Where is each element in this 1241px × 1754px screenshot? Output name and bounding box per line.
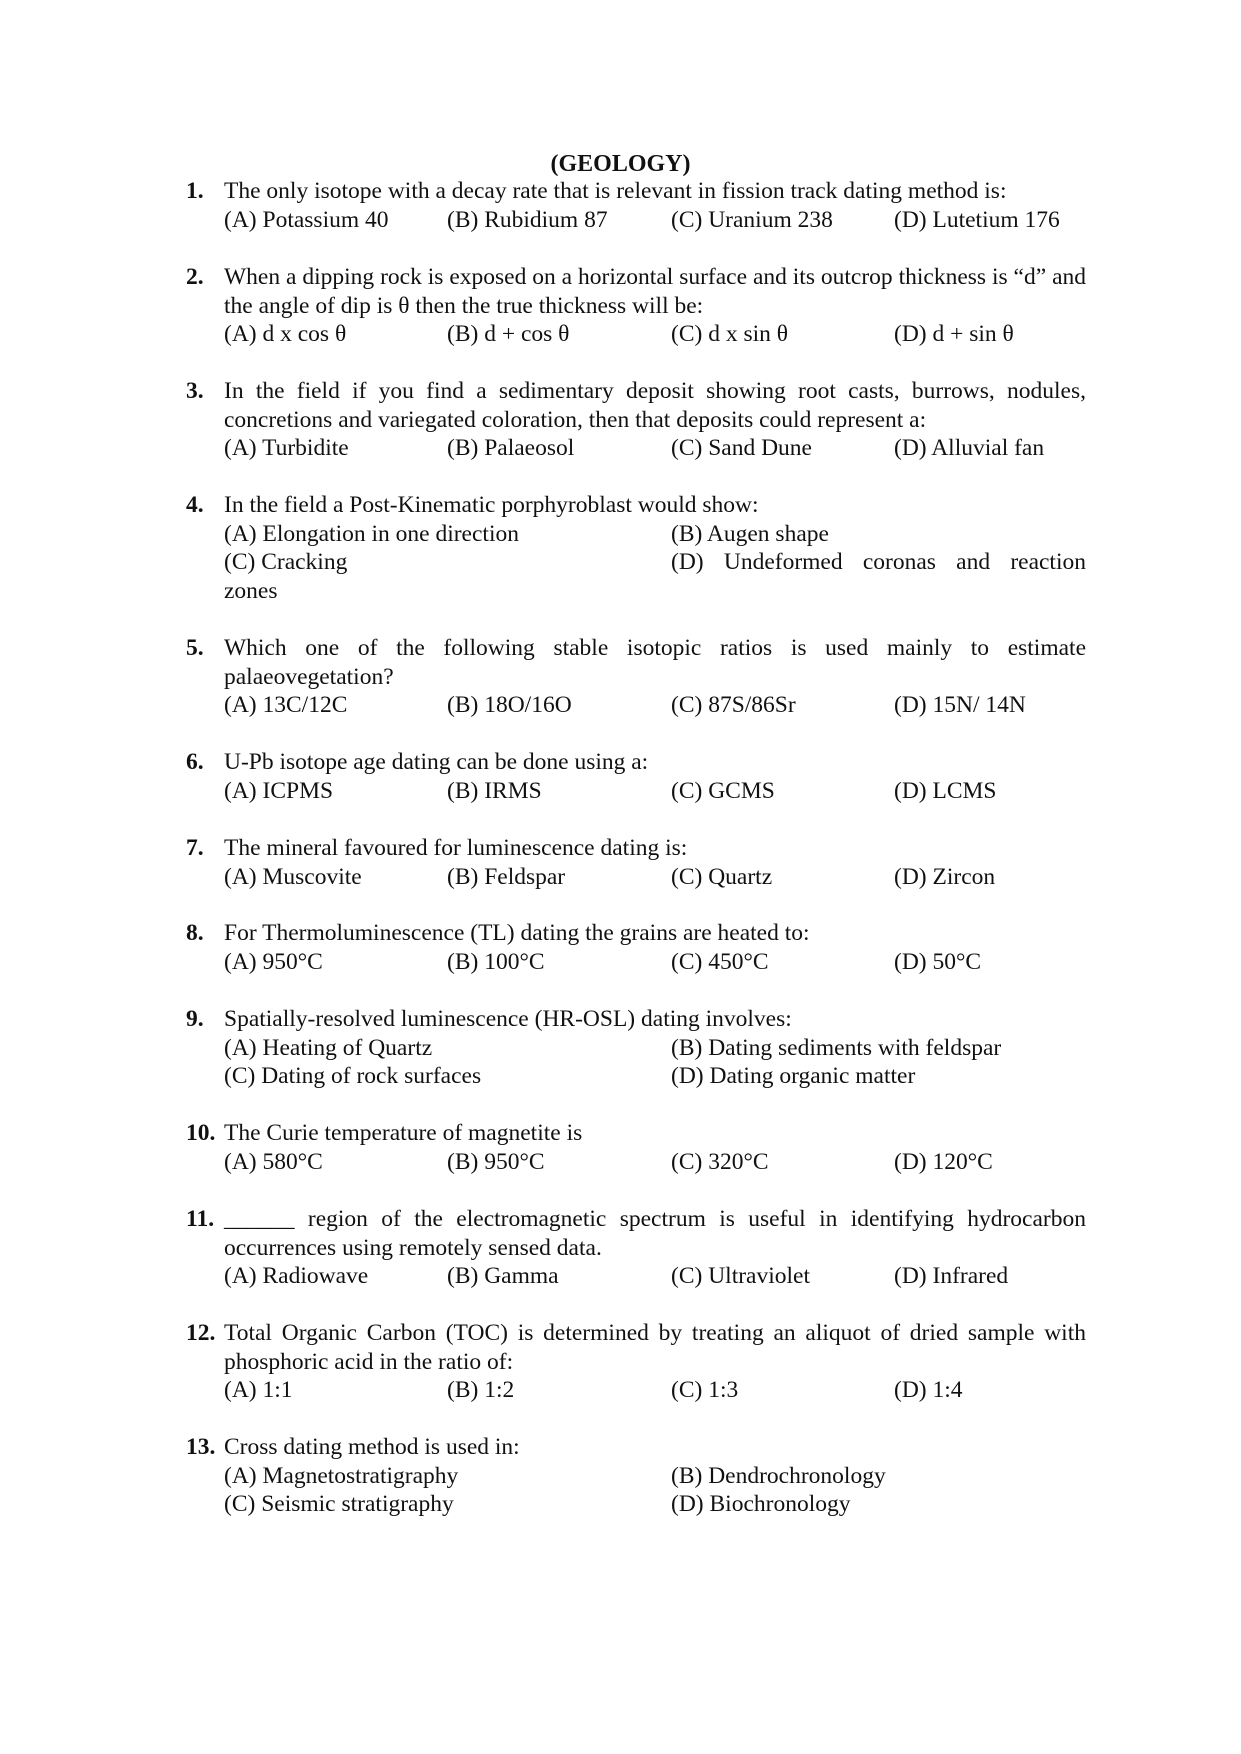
question-3: [186, 377, 1086, 463]
options-row: [224, 777, 1086, 806]
question-number: 4.: [186, 492, 204, 518]
option-c: (C) 87S/86Sr: [671, 692, 796, 718]
option-c: (C) Ultraviolet: [671, 1263, 811, 1289]
option-d: (D) LCMS: [894, 777, 997, 804]
option-b: (B) IRMS: [447, 777, 542, 804]
question-stem: The mineral favoured for luminescence dating is:: [224, 835, 688, 861]
option-b: (B) Dendrochronology: [671, 1462, 886, 1489]
option-a: (A) Magnetostratigraphy: [224, 1462, 459, 1489]
question-stem: Which one of the following stable isotopic ratios is used mainly to estimate palaeovegetation?: [224, 635, 1086, 690]
option-a: (A) ICPMS: [224, 777, 334, 804]
option-d: (D) Zircon: [894, 863, 996, 890]
options-row: [224, 1034, 1086, 1063]
question-stem: U-Pb isotope age dating can be done using a:: [224, 749, 649, 775]
question-stem: In the field if you find a sedimentary deposit showing root casts, burrows, nodules, concretions and variegated coloration, then that deposits could represent a:: [224, 378, 1086, 433]
question-9: [186, 1005, 1086, 1091]
option-b: (B) Rubidium 87: [447, 206, 608, 233]
question-12: [186, 1319, 1086, 1405]
question-5: [186, 634, 1086, 720]
question-stem: The Curie temperature of magnetite is: [224, 1120, 583, 1146]
question-number: 11.: [186, 1206, 215, 1232]
question-stem: For Thermoluminescence (TL) dating the grains are heated to:: [224, 920, 810, 946]
question-8: [186, 919, 1086, 976]
option-b: (B) 100°C: [447, 948, 545, 975]
question-stem: The only isotope with a decay rate that is relevant in fission track dating method is:: [224, 178, 1007, 204]
options-row: [224, 1376, 1086, 1405]
option-c: (C) Sand Dune: [671, 435, 812, 461]
question-7: [186, 834, 1086, 891]
option-a: (A) 950°C: [224, 948, 323, 975]
question-stem: Spatially-resolved luminescence (HR-OSL) dating involves:: [224, 1006, 792, 1032]
options-row: [224, 1148, 1086, 1177]
option-c: (C) 320°C: [671, 1148, 769, 1175]
options-row: [224, 320, 1086, 349]
option-a: (A) Turbidite: [224, 435, 349, 461]
options-row: [224, 1262, 1086, 1291]
question-stem: Cross dating method is used in:: [224, 1434, 520, 1460]
question-13: [186, 1433, 1086, 1519]
option-b: (B) d + cos θ: [447, 321, 570, 347]
options-row: [224, 206, 1086, 235]
option-c: (C) Dating of rock surfaces: [224, 1063, 482, 1089]
options-row: [224, 691, 1086, 720]
option-a: (A) Radiowave: [224, 1263, 369, 1289]
option-b: (B) Gamma: [447, 1263, 559, 1289]
option-d: (D) d + sin θ: [894, 321, 1014, 347]
option-d: (D) 1:4: [894, 1377, 963, 1403]
option-a: (A) 1:1: [224, 1377, 293, 1403]
question-1: [186, 177, 1086, 234]
option-d: (D) Infrared: [894, 1263, 1009, 1289]
option-d: (D) Biochronology: [671, 1491, 851, 1517]
option-d: (D) Dating organic matter: [671, 1063, 916, 1089]
question-number: 7.: [186, 835, 204, 861]
option-b: (B) 18O/16O: [447, 692, 572, 718]
options-row: [224, 577, 1086, 606]
question-number: 6.: [186, 749, 204, 775]
option-a: (A) 580°C: [224, 1148, 323, 1175]
option-a: (A) Muscovite: [224, 863, 362, 890]
question-number: 12.: [186, 1320, 216, 1346]
question-number: 1.: [186, 178, 204, 204]
option-c: (C) Uranium 238: [671, 206, 833, 233]
question-number: 9.: [186, 1006, 204, 1032]
question-number: 3.: [186, 378, 204, 404]
option-d-continuation: zones: [224, 577, 278, 604]
question-stem: ______ region of the electromagnetic spectrum is useful in identifying hydrocarbon occurrences using remotely sensed data.: [224, 1206, 1086, 1261]
option-a: (A) Heating of Quartz: [224, 1034, 433, 1061]
options-row: [224, 1490, 1086, 1519]
option-a: (A) Elongation in one direction: [224, 520, 519, 547]
option-d: (D) 120°C: [894, 1148, 993, 1175]
option-a: (A) Potassium 40: [224, 206, 389, 233]
question-6: [186, 748, 1086, 805]
options-row: [224, 863, 1086, 892]
options-row: [224, 548, 1086, 577]
option-b: (B) Feldspar: [447, 863, 566, 890]
question-stem: When a dipping rock is exposed on a horizontal surface and its outcrop thickness is “d” and the angle of dip is θ then the true thickness will be:: [224, 264, 1086, 319]
option-a: (A) d x cos θ: [224, 321, 347, 347]
question-number: 10.: [186, 1120, 216, 1146]
option-d: (D) Undeformed coronas and reaction: [671, 549, 1086, 575]
page-title: (GEOLOGY): [550, 151, 691, 177]
question-number: 5.: [186, 635, 204, 661]
option-b: (B) Augen shape: [671, 520, 829, 547]
option-c: (C) 450°C: [671, 948, 769, 975]
options-row: [224, 434, 1086, 463]
question-4: [186, 491, 1086, 605]
option-b: (B) 1:2: [447, 1377, 515, 1403]
option-b: (B) Palaeosol: [447, 435, 575, 461]
option-d: (D) 50°C: [894, 948, 982, 975]
option-c: (C) GCMS: [671, 777, 775, 804]
option-c: (C) Seismic stratigraphy: [224, 1491, 454, 1517]
option-c: (C) Quartz: [671, 863, 773, 890]
question-number: 13.: [186, 1434, 216, 1460]
option-c: (C) Cracking: [224, 549, 348, 575]
option-b: (B) 950°C: [447, 1148, 545, 1175]
question-number: 2.: [186, 264, 204, 290]
option-c: (C) 1:3: [671, 1377, 739, 1403]
options-row: [224, 520, 1086, 549]
question-11: [186, 1205, 1086, 1291]
option-d: (D) 15N/ 14N: [894, 692, 1026, 718]
options-row: [224, 1462, 1086, 1491]
options-row: [224, 948, 1086, 977]
question-stem: In the field a Post-Kinematic porphyroblast would show:: [224, 492, 759, 518]
option-c: (C) d x sin θ: [671, 321, 789, 347]
question-stem: Total Organic Carbon (TOC) is determined by treating an aliquot of dried sample with phosphoric acid in the ratio of:: [224, 1320, 1086, 1375]
options-row: [224, 1062, 1086, 1091]
option-b: (B) Dating sediments with feldspar: [671, 1034, 1002, 1061]
question-2: [186, 263, 1086, 349]
option-d: (D) Alluvial fan: [894, 435, 1045, 461]
option-d: (D) Lutetium 176: [894, 206, 1060, 233]
option-a: (A) 13C/12C: [224, 692, 348, 718]
question-10: [186, 1119, 1086, 1176]
question-number: 8.: [186, 920, 204, 946]
